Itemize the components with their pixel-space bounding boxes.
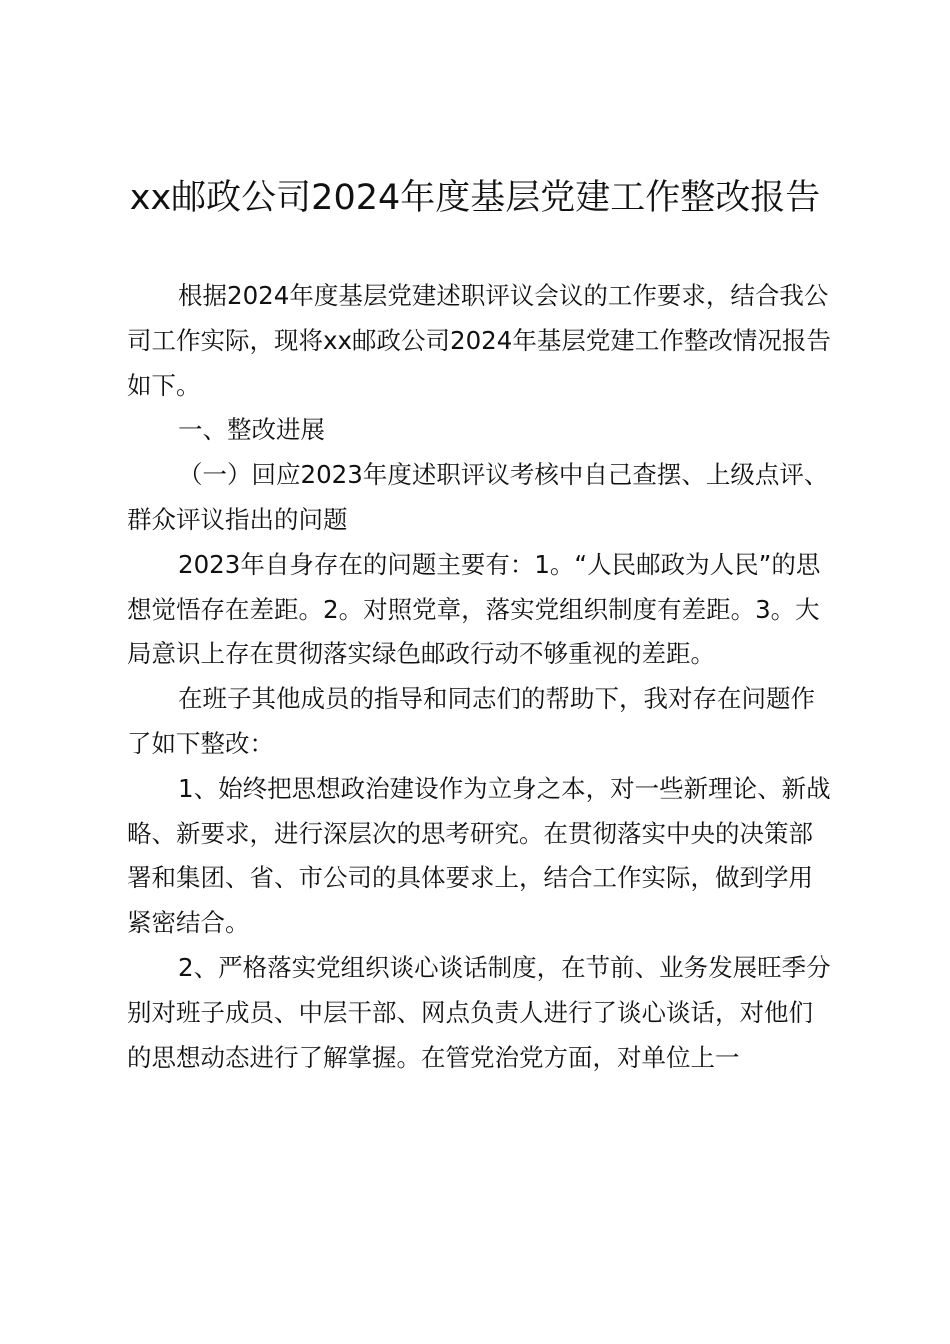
document-title: xx邮政公司2024年度基层党建工作整改报告 bbox=[129, 178, 821, 218]
paragraph-intro: 根据2024年度基层党建述职评议会议的工作要求，结合我公司工作实际，现将xx邮政公司2024年基层党建工作整改情况报告如下。 bbox=[127, 281, 831, 400]
document-body bbox=[127, 274, 837, 1080]
paragraph-problems: 2023年自身存在的问题主要有：1。“人民邮政为人民”的思想觉悟存在差距。2。对照党章，落实党组织制度有差距。3。大局意识上存在贯彻落实绿色邮政行动不够重视的差距。 bbox=[127, 549, 821, 669]
paragraph-item-2: 2、严格落实党组织谈心谈话制度，在节前、业务发展旺季分别对班子成员、中层干部、网点负责人进行了谈心谈话，对他们的思想动态进行了解掌握。在管党治党方面，对单位上一 bbox=[127, 952, 831, 1072]
subsection-heading-response: （一）回应2023年度述职评议考核中自己查摆、上级点评、群众评议指出的问题 bbox=[127, 460, 829, 534]
section-heading-progress: 一、整改进展 bbox=[178, 415, 325, 445]
paragraph-item-1: 1、始终把思想政治建设作为立身之本，对一些新理论、新战略、新要求，进行深层次的思考研究。在贯彻落实中央的决策部署和集团、省、市公司的具体要求上，结合工作实际，做到学用紧密结合。 bbox=[127, 773, 831, 938]
paragraph-rectification-intro: 在班子其他成员的指导和同志们的帮助下，我对存在问题作了如下整改： bbox=[127, 684, 815, 758]
